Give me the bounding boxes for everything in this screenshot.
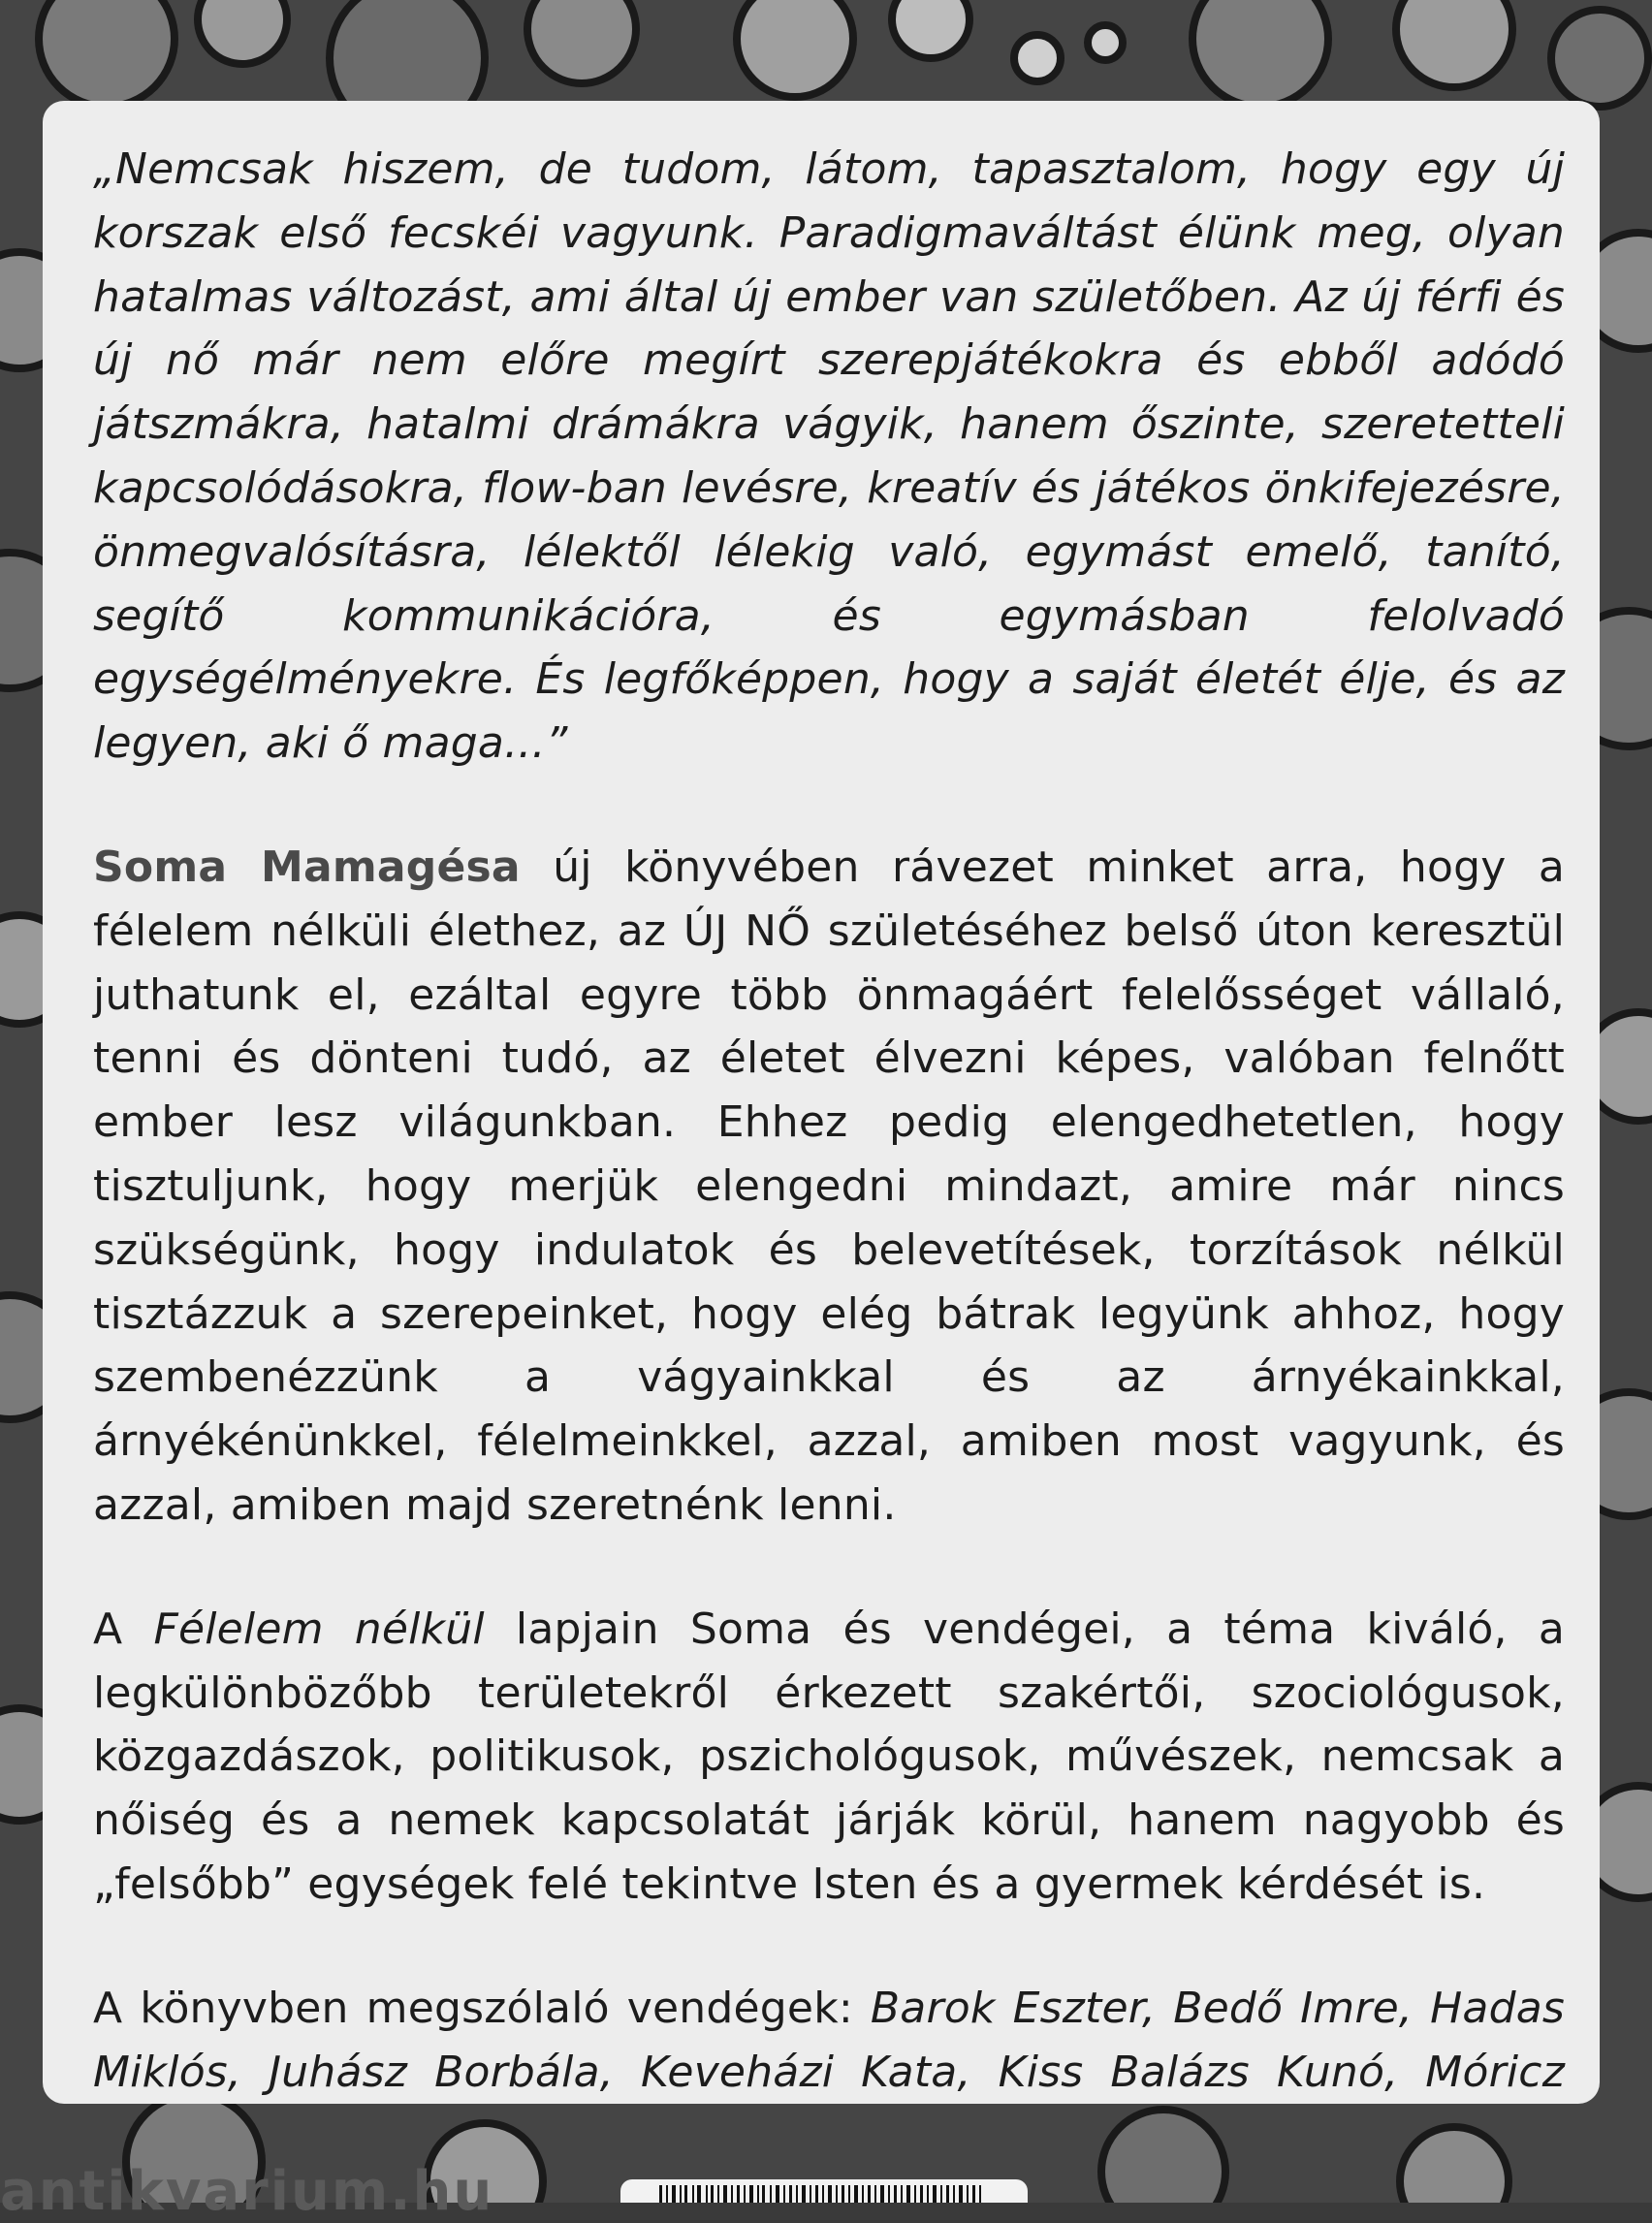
- author-paragraph-text: új könyvében rávezet minket arra, hogy a félelem nélküli élethez, az ÚJ NŐ születéséhez belső úton keresztül juthatunk el, ezáltal egyre több önmagáért felelősséget vállaló, tenni és dönteni tudó, az életet élvezni képes, valóban felnőtt ember lesz világunkban. Ehhez pedig elengedhetetlen, hogy tisztuljunk, hogy merjük elengedni mindazt, amire már nincs szükségünk, hogy indulatok és belevetítések, torzítások nélkül tisztázzuk a szerepeinket, hogy elég bátrak legyünk ahhoz, hogy szembenézzünk a vágyainkkal és az árnyékainkkal, árnyékénünkkel, félelmeinkkel, azzal, amiben most vagyunk, és azzal, amiben majd szeretnénk lenni.: [93, 842, 1565, 1530]
- watermark: antikvarium.hu: [0, 2160, 494, 2223]
- book-paragraph: [93, 1598, 1565, 1917]
- opening-quote: „Nemcsak hiszem, de tudom, látom, tapasztalom, hogy egy új korszak első fecskéi vagyunk. Paradigmaváltást élünk meg, olyan hatalmas változást, ami által új ember van születőben. Az új férfi és új nő már nem előre megírt szerepjátékokra és ebből adódó játszmákra, hatalmi drámákra vágyik, hanem őszinte, szeretetteli kapcsolódásokra, flow-ban levésre, kreatív és játékos önkifejezésre, önmegvalósításra, lélektől lélekig való, egymást emelő, tanító, segítő kommunikációra, és egymásban felolvadó egységélményekre. És legfőképpen, hogy a saját életét élje, és az legyen, aki ő maga...”: [93, 144, 1565, 769]
- book-paragraph-prefix: A: [93, 1604, 154, 1654]
- book-title: Félelem nélkül: [153, 1604, 485, 1654]
- author-paragraph: [93, 836, 1565, 1538]
- barcode: [620, 2179, 1028, 2203]
- book-paragraph-text: lapjain Soma és vendégei, a téma kiváló, a legkülönbözőbb területekről érkezett szakértői, szociológusok, közgazdászok, politikusok, pszichológusok, művészek, nemcsak a nőiség és a nemek kapcsolatát járják körül, hanem nagyobb és „felsőbb” egységek felé tekintve Isten és a gyermek kérdését is.: [93, 1604, 1565, 1909]
- guests-intro: A könyvben megszólaló vendégek:: [93, 1983, 871, 2033]
- author-name: Soma Mamagésa: [93, 842, 521, 892]
- guests-paragraph: [93, 1977, 1565, 2104]
- guests-list: Barok Eszter, Bedő Imre, Hadas Miklós, Juhász Borbála, Keveházi Kata, Kiss Balázs Kunó, Móricz: [93, 1983, 1565, 2097]
- book-blurb-panel: [43, 101, 1600, 2104]
